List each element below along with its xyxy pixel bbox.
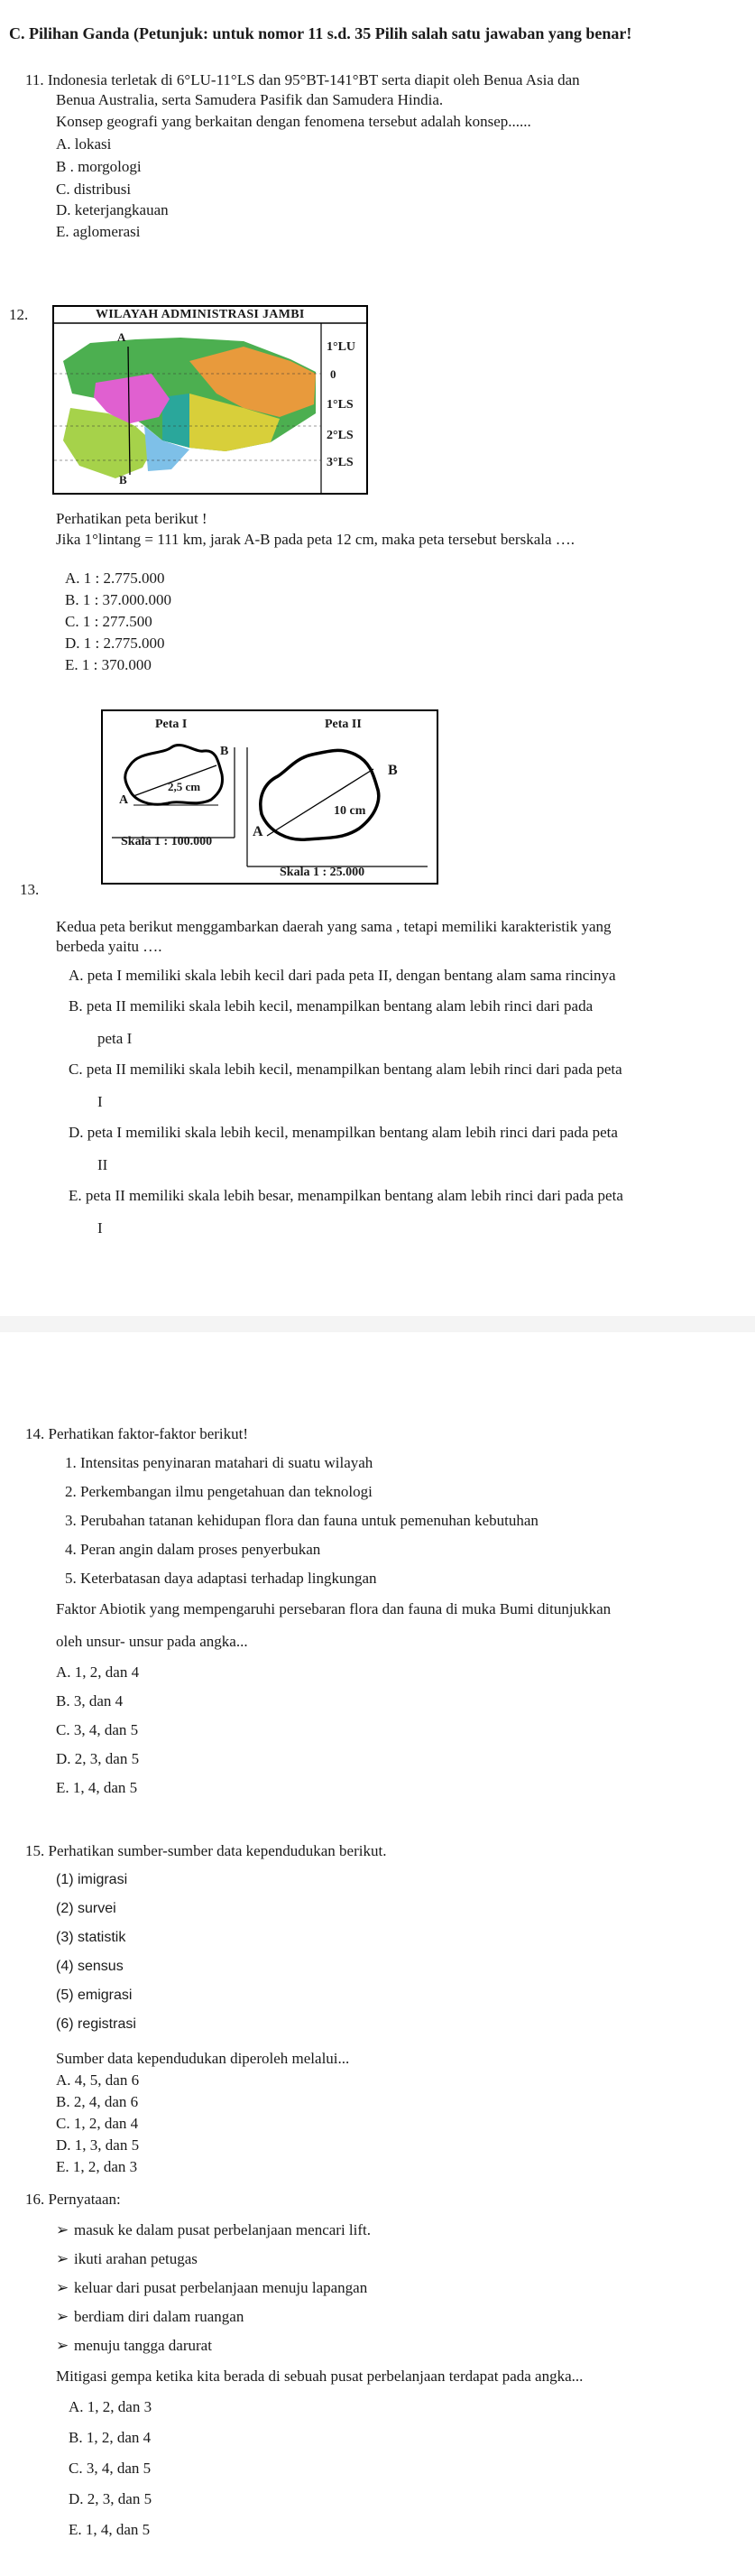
q12-option-b[interactable]: B. 1 : 37.000.000 bbox=[65, 591, 172, 608]
q15-option-c[interactable]: C. 1, 2, dan 4 bbox=[56, 2115, 139, 2132]
lat-label-3ls: 3°LS bbox=[327, 456, 354, 469]
q13-option-e-cont: I bbox=[97, 1219, 103, 1237]
jambi-map bbox=[52, 305, 368, 495]
map1-label-b: B bbox=[220, 745, 229, 758]
jambi-map-graphic bbox=[54, 307, 366, 493]
arrow-bullet-icon: ➢ bbox=[56, 2221, 69, 2238]
q12-option-e[interactable]: E. 1 : 370.000 bbox=[65, 656, 152, 673]
map2-label-a: A bbox=[253, 824, 263, 839]
q16-statement-4-text: berdiam diri dalam ruangan bbox=[74, 2308, 244, 2325]
q13-figure bbox=[101, 709, 438, 885]
q14-option-c[interactable]: C. 3, 4, dan 5 bbox=[56, 1721, 139, 1738]
q11-line-2: Benua Australia, serta Samudera Pasifik dan Samudera Hindia. bbox=[56, 91, 444, 108]
map1-label-a: A bbox=[119, 793, 129, 807]
q16-option-c[interactable]: C. 3, 4, dan 5 bbox=[69, 2460, 152, 2477]
q12-option-a[interactable]: A. 1 : 2.775.000 bbox=[65, 570, 165, 587]
map2-distance: 10 cm bbox=[334, 804, 366, 818]
q15-option-a[interactable]: A. 4, 5, dan 6 bbox=[56, 2071, 140, 2089]
q12-number: 12. bbox=[9, 306, 29, 323]
q16-statement-1-text: masuk ke dalam pusat perbelanjaan mencari lift. bbox=[74, 2221, 372, 2238]
q13-figure-graphic bbox=[103, 711, 437, 883]
q13-number: 13. bbox=[20, 881, 40, 898]
q15-source-6: (6) registrasi bbox=[56, 2016, 136, 2032]
q16-question: Mitigasi gempa ketika kita berada di sebuah pusat perbelanjaan terdapat pada angka... bbox=[56, 2368, 584, 2385]
section-header: C. Pilihan Ganda (Petunjuk: untuk nomor 11 s.d. 35 Pilih salah satu jawaban yang benar! bbox=[9, 24, 632, 42]
q13-option-e[interactable]: E. peta II memiliki skala lebih besar, menampilkan bentang alam lebih rinci dari pada peta bbox=[69, 1187, 623, 1204]
q11-line-3: Konsep geografi yang berkaitan dengan fenomena tersebut adalah konsep...... bbox=[56, 113, 531, 130]
q12-option-c[interactable]: C. 1 : 277.500 bbox=[65, 613, 152, 630]
q14-option-d[interactable]: D. 2, 3, dan 5 bbox=[56, 1750, 140, 1767]
map1-distance: 2,5 cm bbox=[168, 780, 201, 793]
map2-label-b: B bbox=[388, 763, 398, 778]
map-point-b: B bbox=[119, 473, 127, 486]
q16-title: 16. Pernyataan: bbox=[25, 2191, 121, 2208]
q16-option-b[interactable]: B. 1, 2, dan 4 bbox=[69, 2429, 152, 2446]
lat-label-1ls: 1°LS bbox=[327, 398, 354, 412]
q16-statement-2-text: ikuti arahan petugas bbox=[74, 2250, 198, 2267]
q14-option-e[interactable]: E. 1, 4, dan 5 bbox=[56, 1779, 138, 1796]
arrow-bullet-icon: ➢ bbox=[56, 2308, 69, 2325]
q14-factor-4: 4. Peran angin dalam proses penyerbukan bbox=[65, 1541, 321, 1558]
q11-option-a[interactable]: A. lokasi bbox=[56, 135, 112, 153]
lat-label-1lu: 1°LU bbox=[327, 340, 356, 354]
q13-option-b[interactable]: B. peta II memiliki skala lebih kecil, menampilkan bentang alam lebih rinci dari pada bbox=[69, 997, 594, 1015]
q15-source-4: (4) sensus bbox=[56, 1959, 124, 1974]
jambi-map-title: WILAYAH ADMINISTRASI JAMBI bbox=[96, 308, 305, 321]
arrow-bullet-icon: ➢ bbox=[56, 2250, 69, 2267]
q13-option-c-cont: I bbox=[97, 1093, 103, 1110]
q13-option-d[interactable]: D. peta I memiliki skala lebih kecil, menampilkan bentang alam lebih rinci dari pada peta bbox=[69, 1124, 618, 1141]
q13-line-2: berbeda yaitu …. bbox=[56, 938, 162, 955]
q13-option-d-cont: II bbox=[97, 1156, 108, 1173]
map2-ab-line bbox=[267, 769, 373, 836]
q12-line-1: Perhatikan peta berikut ! bbox=[56, 510, 207, 527]
q14-factor-5: 5. Keterbatasan daya adaptasi terhadap lingkungan bbox=[65, 1570, 377, 1587]
q16-statement-5-text: menuju tangga darurat bbox=[74, 2337, 212, 2354]
q15-option-b[interactable]: B. 2, 4, dan 6 bbox=[56, 2093, 139, 2110]
q15-question: Sumber data kependudukan diperoleh melalui... bbox=[56, 2050, 350, 2067]
q16-statement-1 bbox=[56, 2220, 371, 2240]
q14-line-1: Faktor Abiotik yang mempengaruhi persebaran flora dan fauna di muka Bumi ditunjukkan bbox=[56, 1600, 612, 1617]
q14-factor-1: 1. Intensitas penyinaran matahari di suatu wilayah bbox=[65, 1454, 373, 1471]
q14-title: 14. Perhatikan faktor-faktor berikut! bbox=[25, 1425, 249, 1442]
q11-option-e[interactable]: E. aglomerasi bbox=[56, 223, 141, 240]
map1-outline bbox=[125, 746, 223, 805]
arrow-bullet-icon: ➢ bbox=[56, 2337, 69, 2354]
q15-option-e[interactable]: E. 1, 2, dan 3 bbox=[56, 2158, 138, 2175]
q16-option-e[interactable]: E. 1, 4, dan 5 bbox=[69, 2521, 151, 2538]
q15-source-1: (1) imigrasi bbox=[56, 1872, 128, 1887]
q13-option-a[interactable]: A. peta I memiliki skala lebih kecil dari pada peta II, dengan bentang alam sama rincinya bbox=[69, 967, 616, 984]
q14-factor-3: 3. Perubahan tatanan kehidupan flora dan fauna untuk pemenuhan kebutuhan bbox=[65, 1512, 539, 1529]
q16-statement-3 bbox=[56, 2278, 367, 2298]
q15-option-d[interactable]: D. 1, 3, dan 5 bbox=[56, 2136, 140, 2154]
arrow-bullet-icon: ➢ bbox=[56, 2279, 69, 2296]
q11-option-c[interactable]: C. distribusi bbox=[56, 181, 132, 198]
q12-line-2: Jika 1°lintang = 111 km, jarak A-B pada peta 12 cm, maka peta tersebut berskala …. bbox=[56, 531, 575, 548]
q13-option-c[interactable]: C. peta II memiliki skala lebih kecil, menampilkan bentang alam lebih rinci dari pada peta bbox=[69, 1061, 622, 1078]
map1-scale: Skala 1 : 100.000 bbox=[121, 835, 213, 848]
q16-option-d[interactable]: D. 2, 3, dan 5 bbox=[69, 2490, 152, 2507]
page-separator bbox=[0, 1316, 755, 1332]
q11-line-1: 11. Indonesia terletak di 6°LU-11°LS dan 95°BT-141°BT serta diapit oleh Benua Asia dan bbox=[25, 71, 580, 88]
q14-option-a[interactable]: A. 1, 2, dan 4 bbox=[56, 1663, 140, 1681]
q16-statement-2 bbox=[56, 2249, 198, 2269]
q12-option-d[interactable]: D. 1 : 2.775.000 bbox=[65, 635, 165, 652]
q15-title: 15. Perhatikan sumber-sumber data kependudukan berikut. bbox=[25, 1842, 387, 1859]
q14-option-b[interactable]: B. 3, dan 4 bbox=[56, 1692, 124, 1710]
q11-option-d[interactable]: D. keterjangkauan bbox=[56, 201, 169, 218]
q15-source-3: (3) statistik bbox=[56, 1930, 126, 1945]
q16-statement-3-text: keluar dari pusat perbelanjaan menuju lapangan bbox=[74, 2279, 368, 2296]
map1-title: Peta I bbox=[155, 718, 188, 731]
map2-outline bbox=[261, 750, 379, 839]
q15-source-5: (5) emigrasi bbox=[56, 1988, 133, 2003]
q11-option-b[interactable]: B . morgologi bbox=[56, 158, 142, 175]
q13-option-b-cont: peta I bbox=[97, 1030, 133, 1047]
lat-label-2ls: 2°LS bbox=[327, 429, 354, 442]
q16-statement-4 bbox=[56, 2307, 244, 2327]
q13-line-1: Kedua peta berikut menggambarkan daerah yang sama , tetapi memiliki karakteristik yang bbox=[56, 918, 612, 935]
q14-factor-2: 2. Perkembangan ilmu pengetahuan dan teknologi bbox=[65, 1483, 373, 1500]
q14-line-2: oleh unsur- unsur pada angka... bbox=[56, 1633, 248, 1650]
q16-option-a[interactable]: A. 1, 2, dan 3 bbox=[69, 2398, 152, 2415]
q15-source-2: (2) survei bbox=[56, 1901, 116, 1916]
map-point-a: A bbox=[117, 330, 126, 344]
map2-scale: Skala 1 : 25.000 bbox=[280, 866, 365, 879]
map2-title: Peta II bbox=[325, 718, 362, 731]
q16-statement-5 bbox=[56, 2336, 212, 2356]
lat-label-0: 0 bbox=[330, 367, 336, 381]
